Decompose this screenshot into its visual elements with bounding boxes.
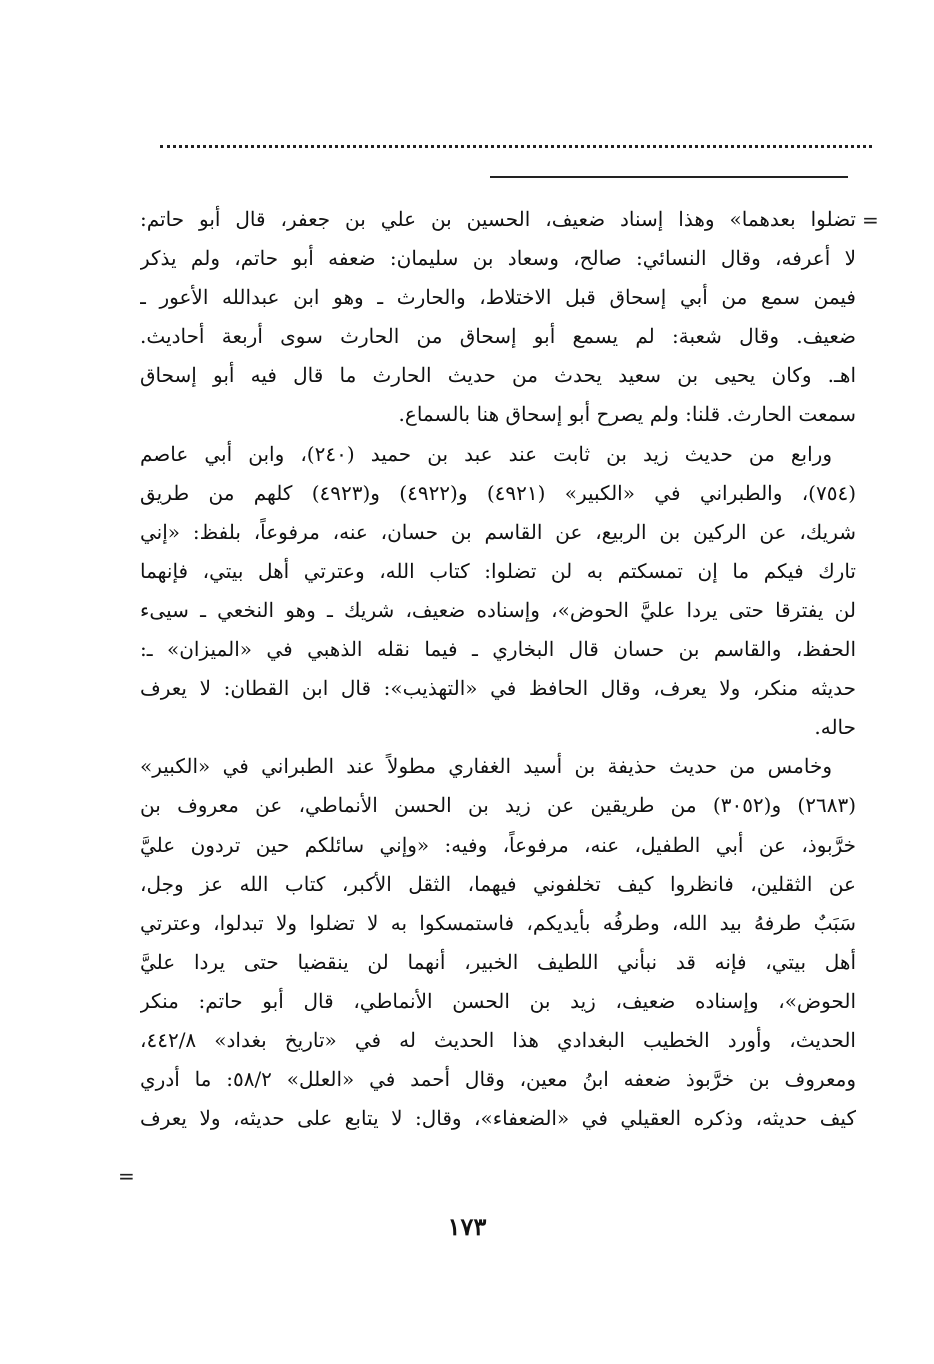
text-line: فيمن سمع من أبي إسحاق قبل الاختلاط، والحارث ـ وهو ابن عبدالله الأعور ـ [140,285,856,310]
page-number: ١٧٣ [447,1212,487,1241]
paragraph-2 [140,435,856,748]
text-line: ومعروف بن خرَّبوذ ضعفه ابنُ معين، وقال أحمد في «العلل» ٥٨/٢: ما أدري [140,1067,856,1092]
text-line: الحوض»، وإسناده ضعيف، زيد بن الحسن الأنماطي، قال أبو حاتم: منكر [140,988,856,1013]
text-line: اهـ. وكان يحيى بن سعيد يحدث من حديث الحارث ما قال فيه أبو إسحاق [140,363,856,388]
text-line: خرَّبوذ، عن أبي الطفيل، عنه، مرفوعاً، وفيه: «وإني سائلكم حين تردون عليَّ [140,832,856,857]
text-line: لن يفترقا حتى يردا عليَّ الحوض»، وإسناده ضعيف، شريك ـ وهو النخعي ـ سيىء [140,597,856,622]
footnote-separator-line [490,176,848,178]
text-line: الحديث، وأورد الخطيب البغدادي هذا الحديث له في «تاريخ بغداد» ٤٤٢/٨، [140,1027,856,1052]
continuation-marker-bottom: = [118,1164,135,1188]
text-line: عن الثقلين، فانظروا كيف تخلفوني فيهما، الثقل الأكبر، كتاب الله عز وجل، [140,871,856,896]
text-line: الحفظ، والقاسم بن حسان قال البخاري ـ فيما نقله الذهبي في «الميزان» ـ: [140,637,856,662]
dotted-separator [160,145,872,148]
text-line: أهل بيتي، فإنه قد نبأني اللطيف الخبير، أنهما لن ينقضيا حتى يردا عليَّ [140,949,856,974]
text-line: كيف حديثه، وذكره العقيلي في «الضعفاء»، وقال: لا يتابع على حديثه، ولا يعرف [140,1106,856,1131]
text-line: سَبَبٌ طرفهُ بيد الله، وطرفُه بأيديكم، فاستمسكوا به لا تضلوا ولا تبدلوا، وعترتي [140,910,856,935]
text-line: وخامس من حديث حذيفة بن أسيد الغفاري مطولاً عند الطبراني في «الكبير» [140,754,832,779]
text-line: (٢٦٨٣) و(٣٠٥٢) من طريقين عن زيد بن الحسن الأنماطي، عن معروف بن [140,793,856,818]
text-line: ورابع من حديث زيد بن ثابت عند عبد بن حميد (٢٤٠)، وابن أبي عاصم [140,441,832,466]
text-line: شريك، عن الركين بن الربيع، عن القاسم بن حسان، عنه، مرفوعاً، بلفظ: «إني [140,519,856,544]
paragraph-3 [140,747,856,1138]
continuation-marker-top: = [862,208,879,232]
text-line: ضعيف. وقال شعبة: لم يسمع أبو إسحاق من الحارث سوى أربعة أحاديث. [140,324,856,349]
text-line: تارك فيكم ما إن تمسكتم به لن تضلوا: كتاب الله، وعترتي أهل بيتي، فإنهما [140,558,856,583]
text-line: تضلوا بعدهما» وهذا إسناد ضعيف، الحسين بن علي بن جعفر، قال أبو حاتم: [140,207,856,231]
text-line: حديثه منكر، ولا يعرف، وقال الحافظ في «التهذيب»: قال ابن القطان: لا يعرف [140,676,856,701]
text-line: لا أعرفه، وقال النسائي: صالح، وسعاد بن سليمان: ضعفه أبو حاتم، ولم يذكر [140,246,856,271]
footnote-text [140,200,856,1138]
paragraph-1 [140,200,856,435]
text-line: حاله. [814,715,856,740]
text-line: سمعت الحارث. قلنا: ولم يصرح أبو إسحاق هنا بالسماع. [398,402,856,427]
text-line: (٧٥٤)، والطبراني في «الكبير» (٤٩٢١) و(٤٩٢٢) و(٤٩٢٣) كلهم من طريق [140,480,856,505]
